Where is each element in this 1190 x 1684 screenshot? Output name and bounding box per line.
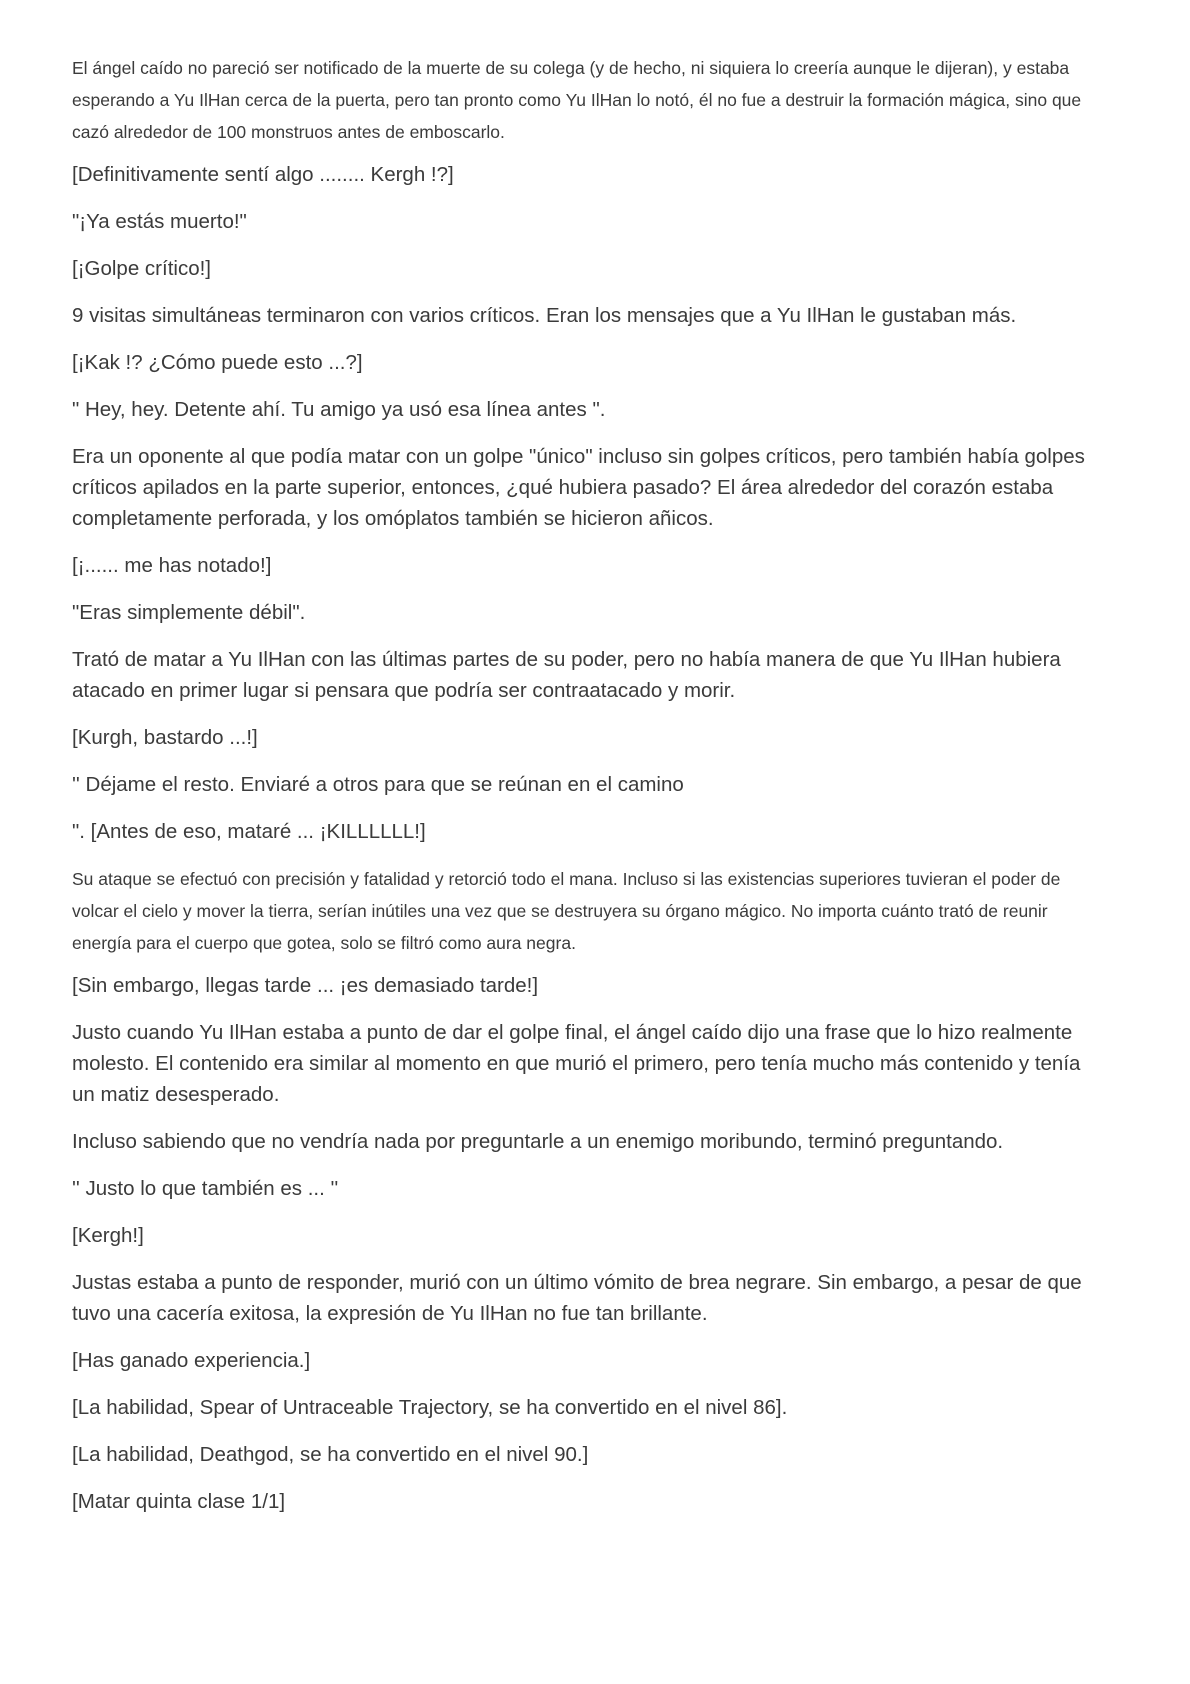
paragraph: Justo cuando Yu IlHan estaba a punto de dar el golpe final, el ángel caído dijo una frase que lo hizo realmente molesto. El contenido era similar al momento en que murió el primero, pero tenía mucho más contenido y tenía un matiz desesperado. bbox=[72, 1021, 1081, 1106]
paragraph: [Matar quinta clase 1/1] bbox=[72, 1490, 286, 1513]
paragraph: Era un oponente al que podía matar con un golpe "único" incluso sin golpes críticos, pero también había golpes críticos apilados en la parte superior, entonces, ¿qué hubiera pasado? El área alrededor del corazón estaba completamente perforada, y los omóplatos también se hicieron añicos. bbox=[72, 445, 1085, 530]
paragraph: Trató de matar a Yu IlHan con las últimas partes de su poder, pero no había manera de que Yu IlHan hubiera atacado en primer lugar si pensara que podría ser contraatacado y morir. bbox=[72, 648, 1061, 702]
paragraph: " Hey, hey. Detente ahí. Tu amigo ya usó esa línea antes ". bbox=[72, 398, 606, 421]
paragraph: "¡Ya estás muerto!" bbox=[72, 210, 247, 233]
paragraph: 9 visitas simultáneas terminaron con varios críticos. Eran los mensajes que a Yu IlHan le gustaban más. bbox=[72, 304, 1017, 327]
paragraph: [¡...... me has notado!] bbox=[72, 554, 272, 577]
paragraph: [Definitivamente sentí algo ........ Kergh !?] bbox=[72, 163, 454, 186]
paragraph: El ángel caído no pareció ser notificado de la muerte de su colega (y de hecho, ni siquiera lo creería aunque le dijeran), y estaba esperando a Yu IlHan cerca de la puerta, pero tan pronto como Yu IlHan lo notó, él no fue a destruir la formación mágica, sino que cazó alrededor de 100 monstruos antes de emboscarlo. bbox=[72, 58, 1082, 142]
paragraph: [Sin embargo, llegas tarde ... ¡es demasiado tarde!] bbox=[72, 974, 539, 997]
paragraph: [¡Kak !? ¿Cómo puede esto ...?] bbox=[72, 351, 363, 374]
paragraph: [La habilidad, Spear of Untraceable Trajectory, se ha convertido en el nivel 86]. bbox=[72, 1396, 788, 1419]
paragraph: Justas estaba a punto de responder, murió con un último vómito de brea negrare. Sin embargo, a pesar de que tuvo una cacería exitosa, la expresión de Yu IlHan no fue tan brillante. bbox=[72, 1271, 1082, 1325]
paragraph: "Eras simplemente débil". bbox=[72, 601, 306, 624]
paragraph: [Kergh!] bbox=[72, 1224, 144, 1247]
paragraph: [Has ganado experiencia.] bbox=[72, 1349, 311, 1372]
paragraph: '' Justo lo que también es ... '' bbox=[72, 1177, 339, 1200]
paragraph: '' Déjame el resto. Enviaré a otros para que se reúnan en el camino bbox=[72, 773, 684, 796]
paragraph: ". [Antes de eso, mataré ... ¡KILLLLLL!] bbox=[72, 820, 426, 843]
paragraph: Su ataque se efectuó con precisión y fatalidad y retorció todo el mana. Incluso si las existencias superiores tuvieran el poder de volcar el cielo y mover la tierra, serían inútiles una vez que se destruyera su órgano mágico. No importa cuánto trató de reunir energía para el cuerpo que gotea, solo se filtró como aura negra. bbox=[72, 869, 1061, 953]
paragraph: Incluso sabiendo que no vendría nada por preguntarle a un enemigo moribundo, terminó preguntando. bbox=[72, 1130, 1004, 1153]
paragraph: [Kurgh, bastardo ...!] bbox=[72, 726, 258, 749]
paragraph: [La habilidad, Deathgod, se ha convertido en el nivel 90.] bbox=[72, 1443, 589, 1466]
paragraph: [¡Golpe crítico!] bbox=[72, 257, 211, 280]
